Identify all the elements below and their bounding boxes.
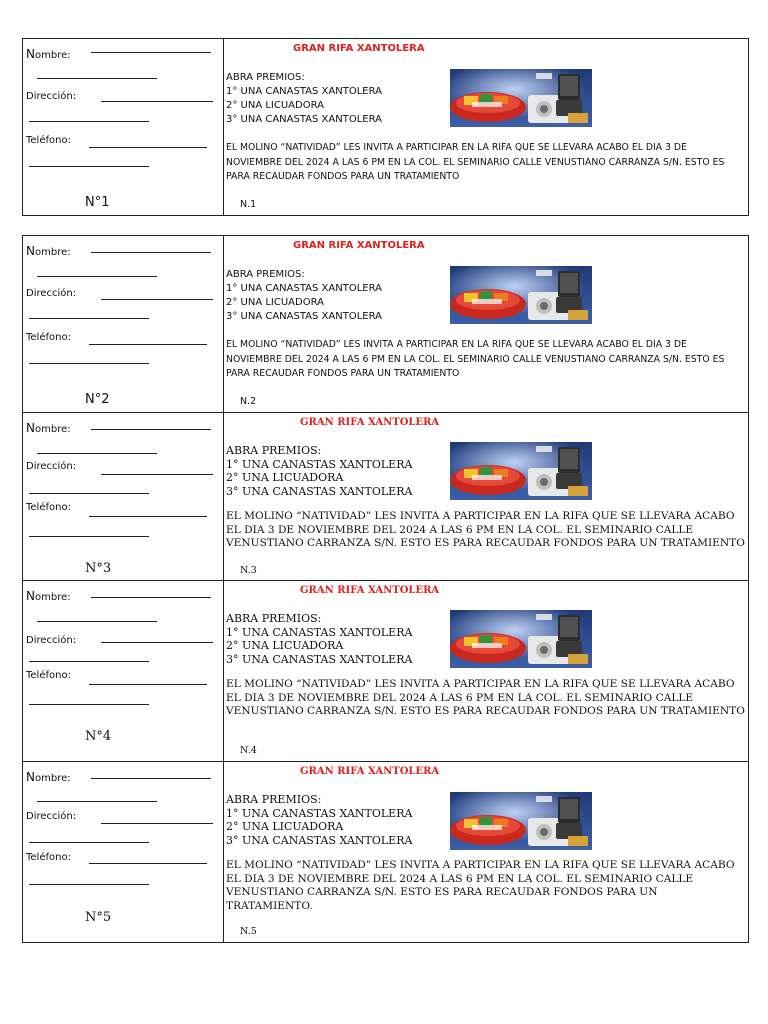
direccion-line[interactable]: [101, 101, 213, 102]
telefono-line-2[interactable]: [29, 536, 149, 537]
raffle-title: GRAN RIFA XANTOLERA: [293, 240, 425, 251]
raffle-description: EL MOLINO “NATIVIDAD” LES INVITA A PARTICIPAR EN LA RIFA QUE SE LLEVARA ACABO EL DIA 3 DE NOVIEMBRE DEL 2024 A LAS 6 PM EN LA COL. EL SEMINARIO CALLE VENUSTIANO CARRANZA S/N. ESTO ES PARA RECAUDAR FONDOS PARA UN TRATAMIENTO.: [226, 859, 735, 912]
stub-number: N°3: [85, 561, 112, 576]
direccion-line-2[interactable]: [29, 493, 149, 494]
direccion-line[interactable]: [101, 299, 213, 300]
prize-item: 3° UNA CANASTAS XANTOLERA: [226, 833, 413, 847]
prize-item: 2° UNA LICUADORA: [226, 471, 344, 484]
raffle-title: GRAN RIFA XANTOLERA: [300, 417, 440, 428]
telefono-label: Teléfono:: [26, 852, 71, 863]
raffle-title: GRAN RIFA XANTOLERA: [300, 585, 440, 596]
nombre-label: Nombre:: [26, 47, 71, 61]
nombre-line[interactable]: [91, 52, 211, 53]
nombre-label: Nombre:: [26, 421, 71, 435]
stub-number: N°2: [85, 392, 110, 407]
prize-item: 3° UNA CANASTAS XANTOLERA: [226, 311, 382, 322]
direccion-line[interactable]: [101, 642, 213, 643]
raffle-description: EL MOLINO “NATIVIDAD” LES INVITA A PARTICIPAR EN LA RIFA QUE SE LLEVARA ACABO EL DIA 3 DE NOVIEMBRE DEL 2024 A LAS 6 PM EN LA COL. EL SEMINARIO CALLE VENUSTIANO CARRANZA S/N. ESTO ES PARA RECAUDAR FONDOS PARA UN TRATAMIENTO: [226, 678, 745, 717]
raffle-ticket: [22, 580, 749, 762]
prize-list: [226, 444, 412, 498]
nombre-line-2[interactable]: [37, 801, 157, 802]
ticket-body: [224, 236, 748, 412]
raffle-description: EL MOLINO “NATIVIDAD” LES INVITA A PARTICIPAR EN LA RIFA QUE SE LLEVARA ACABO EL DIA 3 DE NOVIEMBRE DEL 2024 A LAS 6 PM EN LA COL. EL SEMINARIO CALLE VENUSTIANO CARRANZA S/N. ESTO ES PARA RECAUDAR FONDOS PARA UN TRATAMIENTO: [226, 142, 725, 182]
ticket-stub: [23, 413, 224, 580]
raffle-description: EL MOLINO “NATIVIDAD” LES INVITA A PARTICIPAR EN LA RIFA QUE SE LLEVARA ACABO EL DIA 3 DE NOVIEMBRE DEL 2024 A LAS 6 PM EN LA COL. EL SEMINARIO CALLE VENUSTIANO CARRANZA S/N. ESTO ES PARA RECAUDAR FONDOS PARA UN TRATAMIENTO: [226, 339, 725, 379]
ticket-stub: [23, 39, 224, 215]
direccion-line-2[interactable]: [29, 661, 149, 662]
prize-item: 1° UNA CANASTAS XANTOLERA: [226, 457, 413, 471]
prizes-heading: ABRA PREMIOS:: [226, 444, 322, 457]
direccion-label: Dirección:: [26, 91, 77, 102]
prize-item: 3° UNA CANASTAS XANTOLERA: [226, 484, 413, 498]
nombre-line[interactable]: [91, 429, 211, 430]
nombre-line-2[interactable]: [37, 78, 157, 79]
telefono-line-2[interactable]: [29, 884, 149, 885]
ticket-code: N.4: [240, 745, 257, 756]
ticket-stub: [23, 581, 224, 761]
prize-item: 1° UNA CANASTAS XANTOLERA: [226, 283, 382, 294]
direccion-line[interactable]: [101, 474, 213, 475]
raffle-ticket: [22, 235, 749, 413]
prize-list: [226, 268, 382, 324]
ticket-body: [224, 413, 748, 580]
raffle-ticket: [22, 38, 749, 216]
ticket-code: N.1: [240, 199, 257, 210]
ticket-code: N.2: [240, 396, 257, 407]
nombre-line[interactable]: [91, 252, 211, 253]
telefono-line[interactable]: [89, 516, 207, 517]
direccion-label: Dirección:: [26, 288, 77, 299]
telefono-line[interactable]: [89, 684, 207, 685]
stub-number: N°5: [85, 910, 112, 925]
prize-item: 3° UNA CANASTAS XANTOLERA: [226, 652, 413, 666]
stub-number: N°1: [85, 195, 110, 210]
direccion-line-2[interactable]: [29, 121, 149, 122]
nombre-label: Nombre:: [26, 770, 71, 784]
telefono-line[interactable]: [89, 344, 207, 345]
prizes-heading: ABRA PREMIOS:: [226, 72, 305, 83]
ticket-code: N.3: [240, 565, 257, 576]
prizes-photo: [450, 442, 592, 500]
telefono-line-2[interactable]: [29, 363, 149, 364]
prize-item: 2° UNA LICUADORA: [226, 639, 344, 652]
direccion-label: Dirección:: [26, 811, 77, 822]
prizes-heading: ABRA PREMIOS:: [226, 793, 322, 806]
prize-item: 2° UNA LICUADORA: [226, 100, 324, 111]
prize-item: 1° UNA CANASTAS XANTOLERA: [226, 806, 413, 820]
raffle-description: EL MOLINO “NATIVIDAD” LES INVITA A PARTICIPAR EN LA RIFA QUE SE LLEVARA ACABO EL DIA 3 DE NOVIEMBRE DEL 2024 A LAS 6 PM EN LA COL. EL SEMINARIO CALLE VENUSTIANO CARRANZA S/N. ESTO ES PARA RECAUDAR FONDOS PARA UN TRATAMIENTO: [226, 510, 745, 549]
direccion-line-2[interactable]: [29, 842, 149, 843]
ticket-code: N.5: [240, 926, 257, 937]
ticket-stub: [23, 236, 224, 412]
nombre-label: Nombre:: [26, 244, 71, 258]
telefono-label: Teléfono:: [26, 332, 71, 343]
direccion-line-2[interactable]: [29, 318, 149, 319]
prize-item: 1° UNA CANASTAS XANTOLERA: [226, 86, 382, 97]
telefono-label: Teléfono:: [26, 502, 71, 513]
raffle-ticket: [22, 761, 749, 943]
direccion-label: Dirección:: [26, 461, 77, 472]
direccion-label: Dirección:: [26, 635, 77, 646]
stub-number: N°4: [85, 729, 112, 744]
nombre-line-2[interactable]: [37, 276, 157, 277]
ticket-body: [224, 39, 748, 215]
telefono-label: Teléfono:: [26, 670, 71, 681]
telefono-label: Teléfono:: [26, 135, 71, 146]
raffle-title: GRAN RIFA XANTOLERA: [293, 43, 425, 54]
prize-item: 3° UNA CANASTAS XANTOLERA: [226, 114, 382, 125]
nombre-label: Nombre:: [26, 589, 71, 603]
telefono-line-2[interactable]: [29, 166, 149, 167]
raffle-title: GRAN RIFA XANTOLERA: [300, 766, 440, 777]
prizes-heading: ABRA PREMIOS:: [226, 269, 305, 280]
prizes-photo: [450, 69, 592, 127]
telefono-line[interactable]: [89, 147, 207, 148]
prize-item: 2° UNA LICUADORA: [226, 820, 344, 833]
telefono-line-2[interactable]: [29, 704, 149, 705]
nombre-line-2[interactable]: [37, 453, 157, 454]
prizes-photo: [450, 792, 592, 850]
ticket-body: [224, 581, 748, 761]
ticket-body: [224, 762, 748, 942]
nombre-line[interactable]: [91, 778, 211, 779]
nombre-line[interactable]: [91, 597, 211, 598]
direccion-line[interactable]: [101, 823, 213, 824]
prize-list: [226, 71, 382, 127]
prizes-photo: [450, 610, 592, 668]
prize-item: 2° UNA LICUADORA: [226, 297, 324, 308]
prizes-photo: [450, 266, 592, 324]
prizes-heading: ABRA PREMIOS:: [226, 612, 322, 625]
telefono-line[interactable]: [89, 863, 207, 864]
nombre-line-2[interactable]: [37, 621, 157, 622]
prize-list: [226, 793, 412, 847]
prize-item: 1° UNA CANASTAS XANTOLERA: [226, 625, 413, 639]
prize-list: [226, 612, 412, 666]
ticket-stub: [23, 762, 224, 942]
raffle-ticket: [22, 412, 749, 581]
